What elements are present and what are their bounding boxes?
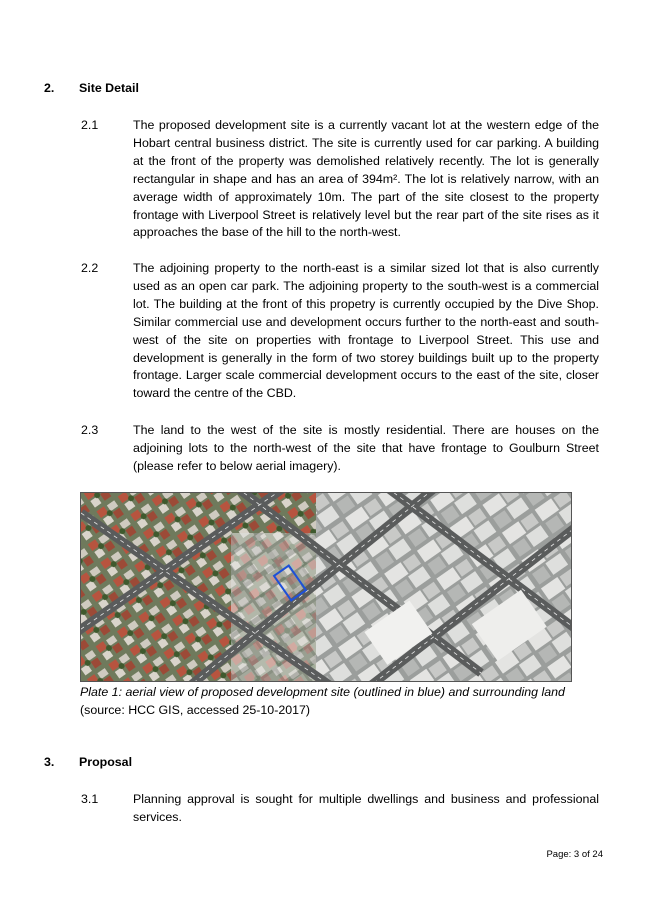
section-title: Proposal: [79, 755, 133, 769]
paragraph-2-2: [81, 260, 599, 403]
section-number: 3.: [44, 755, 55, 769]
paragraph-number: 2.3: [81, 423, 99, 437]
aerial-photo: [80, 492, 572, 682]
paragraph-3-1: [81, 791, 599, 827]
paragraph-number: 2.1: [81, 118, 99, 132]
section-number: 2.: [44, 81, 55, 95]
paragraph-number: 3.1: [81, 792, 99, 806]
caption-source: (source: HCC GIS, accessed 25-10-2017): [80, 703, 311, 717]
page-number: Page: 3 of 24: [546, 849, 603, 860]
paragraph-number: 2.2: [81, 261, 99, 275]
caption-title: Plate 1: aerial view of proposed development site (outlined in blue) and surrounding land: [80, 685, 565, 699]
paragraph-text: The proposed development site is a currently vacant lot at the western edge of the Hobart central business district. The site is currently used for car parking. A building at the front of the property was demolished relatively recently. The lot is generally rectangular in shape and has an area of 394m². The lot is relatively narrow, with an average width of approximately 10m. The part of the site closest to the property frontage with Liverpool Street is relatively level but the rear part of the site rises as it approaches the base of the hill to the north-west.: [133, 118, 599, 240]
paragraph-text: The land to the west of the site is mostly residential. There are houses on the adjoining lots to the north-west of the site that have frontage to Goulburn Street (please refer to below aerial imagery).: [133, 423, 599, 473]
paragraph-text: The adjoining property to the north-east is a similar sized lot that is also currently used as an open car park. The adjoining property to the south-west is a commercial lot. The building at the front of this propetry is currently occupied by the Dive Shop. Similar commercial use and development occurs further to the north-east and south-west of the site on properties with frontage to Liverpool Street. This use and development is generally in the form of two storey buildings built up to the property frontage. Larger scale commercial development occurs to the east of the site, closer toward the centre of the CBD.: [133, 261, 599, 401]
paragraph-text: Planning approval is sought for multiple dwellings and business and professional services.: [133, 792, 599, 824]
section-3-heading: [44, 755, 132, 769]
section-title: Site Detail: [79, 81, 139, 95]
paragraph-2-1: [81, 117, 599, 242]
plate-caption: [80, 683, 620, 719]
section-2-heading: [44, 81, 139, 95]
paragraph-2-3: [81, 422, 599, 476]
